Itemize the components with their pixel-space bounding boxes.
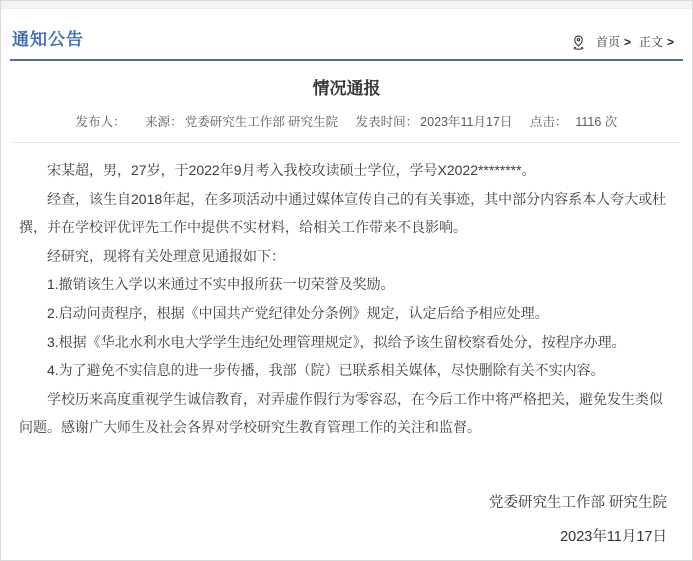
meta-clicks [530,115,617,129]
header-divider [10,59,683,61]
breadcrumb-separator: > [623,34,631,49]
article-body [1,143,692,442]
meta-publisher [76,115,128,129]
meta-clicks-label: 点击： [529,115,568,129]
breadcrumb-current-link[interactable]: 正文 [638,35,663,49]
article-list-item: 3.根据《华北水利水电大学学生违纪处理管理规定》，拟给予该生留校察看处分，按程序办理。 [47,333,626,350]
breadcrumb [571,33,678,50]
article-list-item: 2.启动问责程序，根据《中国共产党纪律处分条例》规定，认定后给予相应处理。 [47,304,549,321]
article-list-item: 4.为了避免不实信息的进一步传播，我部（院）已联系相关媒体，尽快删除有关不实内容。 [47,362,605,379]
signature-department: 党委研究生工作部 研究生院 [488,494,667,511]
signature-block [1,493,692,547]
article-paragraph: 宋某超，男，27岁，于2022年9月考入我校攻读硕士学位，学号X2022********。 [47,162,536,178]
section-title: 通知公告 [12,30,84,49]
meta-date-label: 发表时间： [355,115,419,129]
meta-date [356,115,513,129]
article-paragraph: 学校历来高度重视学生诚信教育，对弄虚作假行为零容忍，在今后工作中将严格把关，避免发生类似问题。感谢广大师生及社会各界对学校研究生教育管理工作的关注和监督。 [19,390,663,436]
location-pin-icon [571,34,586,50]
article-meta [1,112,692,130]
breadcrumb-separator: > [666,34,674,49]
signature-date: 2023年11月17日 [560,528,667,545]
breadcrumb-home-link[interactable]: 首页 [595,35,620,49]
meta-publisher-label: 发布人： [75,115,126,129]
meta-source-value: 党委研究生工作部 研究生院 [184,115,339,129]
top-strip [1,1,692,9]
page-header [1,9,692,59]
article-paragraph: 经研究，现将有关处理意见通报如下： [47,247,285,264]
meta-source-label: 来源： [145,115,183,129]
article-paragraph: 经查，该生自2018年起，在多项活动中通过媒体宣传自己的有关事迹，其中部分内容系本人夸大或杜撰，并在学校评优评先工作中提供不实材料，给相关工作带来不良影响。 [19,190,667,236]
meta-source [145,115,338,129]
meta-clicks-value: 1116 次 [575,115,618,129]
meta-date-value: 2023年11月17日 [420,115,513,129]
article-list-item: 1.撤销该生入学以来通过不实申报所获一切荣誉及奖励。 [47,276,395,293]
article-title: 情况通报 [312,79,381,98]
